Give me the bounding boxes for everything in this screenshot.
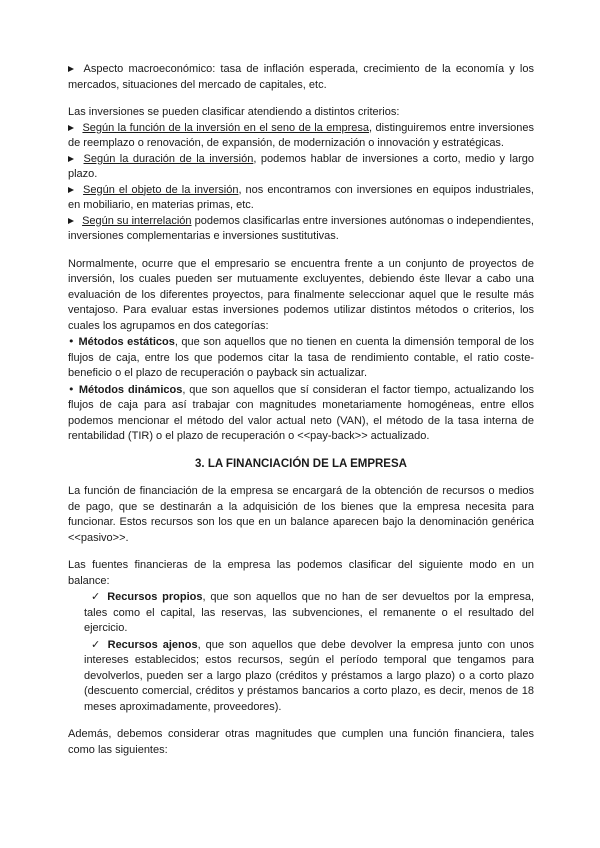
method-item — [68, 334, 534, 382]
method-name: Métodos estáticos — [78, 336, 175, 348]
paragraph-financing — [68, 484, 534, 546]
paragraph-sources-intro — [68, 558, 534, 589]
section-heading: 3. LA FINANCIACIÓN DE LA EMPRESA — [195, 457, 407, 470]
method-description: , que son aquellos que sí consideran el factor tiempo, actualizando los flujos de caja para así trabajar con magnitudes monetariamente homogéneas, entre ellos podemos mencionar el método del valor actual neto (VAN), el método de la tasa interna de rentabilidad (TIR) o el plazo de recuperación o <<pay-back>> actualizado. — [68, 383, 534, 442]
paragraph-text: La función de financiación de la empresa se encargará de la obtención de recursos o medios de pago, que se destinarán a la adquisición de los bienes que la empresa necesita para funcionar. Estos recursos son los que en un balance aparecen bajo la denominación genérica <<pasivo>>. — [68, 485, 534, 544]
check-bullet-icon: ✓ — [91, 637, 108, 651]
spacer — [68, 472, 534, 484]
spacer — [68, 715, 534, 727]
arrow-bullet-icon — [68, 187, 74, 193]
paragraph-text: Además, debemos considerar otras magnitudes que cumplen una función financiera, tales como las siguientes: — [68, 728, 534, 756]
criterion-item — [68, 183, 534, 214]
arrow-bullet-icon — [68, 125, 74, 131]
paragraph-text: Aspecto macroeconómico: tasa de inflación esperada, crecimiento de la economía y los mercados, situaciones del mercado de capitales, etc. — [68, 63, 534, 91]
resource-item — [84, 637, 534, 716]
check-bullet-icon: ✓ — [91, 590, 108, 603]
spacer — [68, 245, 534, 257]
paragraph-evaluation — [68, 257, 534, 335]
criterion-underlined-text: Según el objeto de la inversión — [83, 183, 239, 196]
method-item — [68, 382, 534, 445]
resource-description: , que son aquellos que no han de ser devueltos por la empresa, tales como el capital, las reservas, las subvenciones, el remanente o el resultado del ejercicio. — [84, 591, 534, 634]
spacer — [68, 546, 534, 558]
spacer — [68, 445, 534, 457]
resource-item — [84, 589, 534, 637]
resource-name: Recursos propios — [107, 591, 203, 603]
paragraph-closing — [68, 727, 534, 758]
method-name: Métodos dinámicos — [78, 383, 183, 396]
arrow-bullet-icon — [68, 218, 74, 224]
criterion-item — [68, 121, 534, 152]
resource-name: Recursos ajenos — [107, 638, 198, 651]
criterion-underlined-text: Según la función de la inversión en el seno de la empresa — [82, 121, 370, 134]
arrow-bullet-icon — [68, 156, 74, 162]
criterion-item — [68, 152, 534, 183]
method-description: , que son aquellos que no tienen en cuenta la dimensión temporal de los flujos de caja, entre los que podemos citar la tasa de rendimiento contable, el ratio coste-beneficio o el plazo de recuperación o payback sin actualizar. — [68, 336, 534, 379]
resource-description: , que son aquellos que debe devolver la empresa junto con unos intereses establecidos; estos recursos, según el período temporal que tengamos para devolverlos, pueden ser a largo plazo (créditos y préstamos a largo plazo) o a corto plazo (descuento comercial, créditos y préstamos bancarios a corto plazo, es decir, menos de 18 meses aproximadamente, proveedores). — [84, 638, 534, 713]
arrow-bullet-icon — [68, 66, 74, 72]
criterion-rest-text: podemos clasificarlas entre inversiones autónomas o independientes, inversiones complementarias e inversiones sustitutivas. — [68, 214, 534, 242]
dot-bullet-icon: • — [68, 382, 79, 396]
paragraph-classification-intro — [68, 105, 534, 121]
paragraph-text: Normalmente, ocurre que el empresario se encuentra frente a un conjunto de proyectos de inversión, los cuales pueden ser mutuamente excluyentes, debiendo éste llevar a cabo una evaluación de los diferentes proyectos, para finalmente seleccionar aquel que le resulte más ventajoso. Para evaluar estas inversiones podemos utilizar distintos métodos o criterios, los cuales los agrupamos en dos categorías: — [68, 257, 534, 332]
paragraph-text: Las fuentes financieras de la empresa las podemos clasificar del siguiente modo en un balance: — [68, 559, 534, 587]
criterion-rest-text: , distinguiremos entre inversiones de reemplazo o renovación, de expansión, de modernización o innovación y estratégicas. — [68, 121, 534, 149]
criterion-underlined-text: Según la duración de la inversión — [83, 152, 254, 165]
paragraph-text: Las inversiones se pueden clasificar atendiendo a distintos criterios: — [68, 106, 400, 118]
criterion-underlined-text: Según su interrelación — [82, 214, 192, 227]
criterion-rest-text: , podemos hablar de inversiones a corto, medio y largo plazo. — [68, 152, 534, 180]
criterion-item — [68, 214, 534, 245]
dot-bullet-icon: • — [68, 335, 79, 348]
spacer — [68, 93, 534, 105]
criterion-rest-text: , nos encontramos con inversiones en equipos industriales, en mobiliario, en materias primas, etc. — [68, 183, 534, 211]
bullet-paragraph-macro-aspect — [68, 62, 534, 93]
